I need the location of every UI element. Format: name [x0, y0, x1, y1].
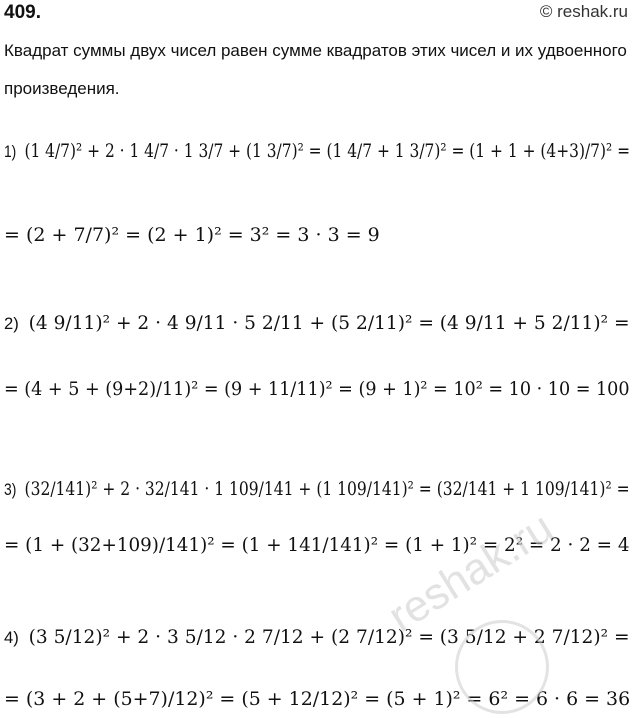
problem-statement: Квадрат суммы двух чисел равен сумме квадратов этих чисел и их удвоенного произведения.	[4, 41, 627, 98]
solution-2-label: 2)	[4, 314, 19, 333]
solution-2-line-2	[4, 380, 630, 399]
solution-1-line-1	[4, 142, 630, 161]
solution-1-expression-1: (1 4/7)² + 2 · 1 4/7 · 1 3/7 + (1 3/7)² = (1 4/7 + 1 3/7)² = (1 + 1 + (4+3)/7)² =	[24, 140, 631, 162]
solution-3-expression-2: = (1 + (32+109)/141)² = (1 + 141/141)² = (1 + 1)² = 2² = 2 · 2 = 4	[4, 534, 630, 556]
solution-2-line-1	[4, 314, 630, 333]
solution-2-expression-2: = (4 + 5 + (9+2)/11)² = (9 + 11/11)² = (9 + 1)² = 10² = 10 · 10 = 100	[4, 378, 630, 400]
solution-3-expression-1: (32/141)² + 2 · 32/141 · 1 109/141 + (1 109/141)² = (32/141 + 1 109/141)² =	[24, 478, 630, 500]
watermark-copyright-icon	[455, 620, 549, 714]
solution-3-line-1	[4, 480, 630, 499]
solution-4-expression-2: = (3 + 2 + (5+7)/12)² = (5 + 12/12)² = (5 + 1)² = 6² = 6 · 6 = 36	[4, 688, 631, 710]
solution-1-expression-2: = (2 + 7/7)² = (2 + 1)² = 3² = 3 · 3 = 9	[4, 224, 380, 246]
solution-4-label: 4)	[4, 628, 19, 647]
watermark-text: reshak.ru	[380, 502, 562, 642]
solution-1-line-2	[4, 226, 380, 245]
site-credit: © reshak.ru	[539, 2, 628, 21]
solution-4-expression-1: (3 5/12)² + 2 · 3 5/12 · 2 7/12 + (2 7/12)² = (3 5/12 + 2 7/12)² =	[28, 626, 630, 648]
problem-number: 409.	[4, 2, 41, 23]
solution-2-expression-1: (4 9/11)² + 2 · 4 9/11 · 5 2/11 + (5 2/11)² = (4 9/11 + 5 2/11)² =	[28, 312, 630, 334]
header	[0, 0, 634, 26]
solution-3-label: 3)	[4, 480, 17, 499]
solution-1-label: 1)	[4, 142, 17, 161]
